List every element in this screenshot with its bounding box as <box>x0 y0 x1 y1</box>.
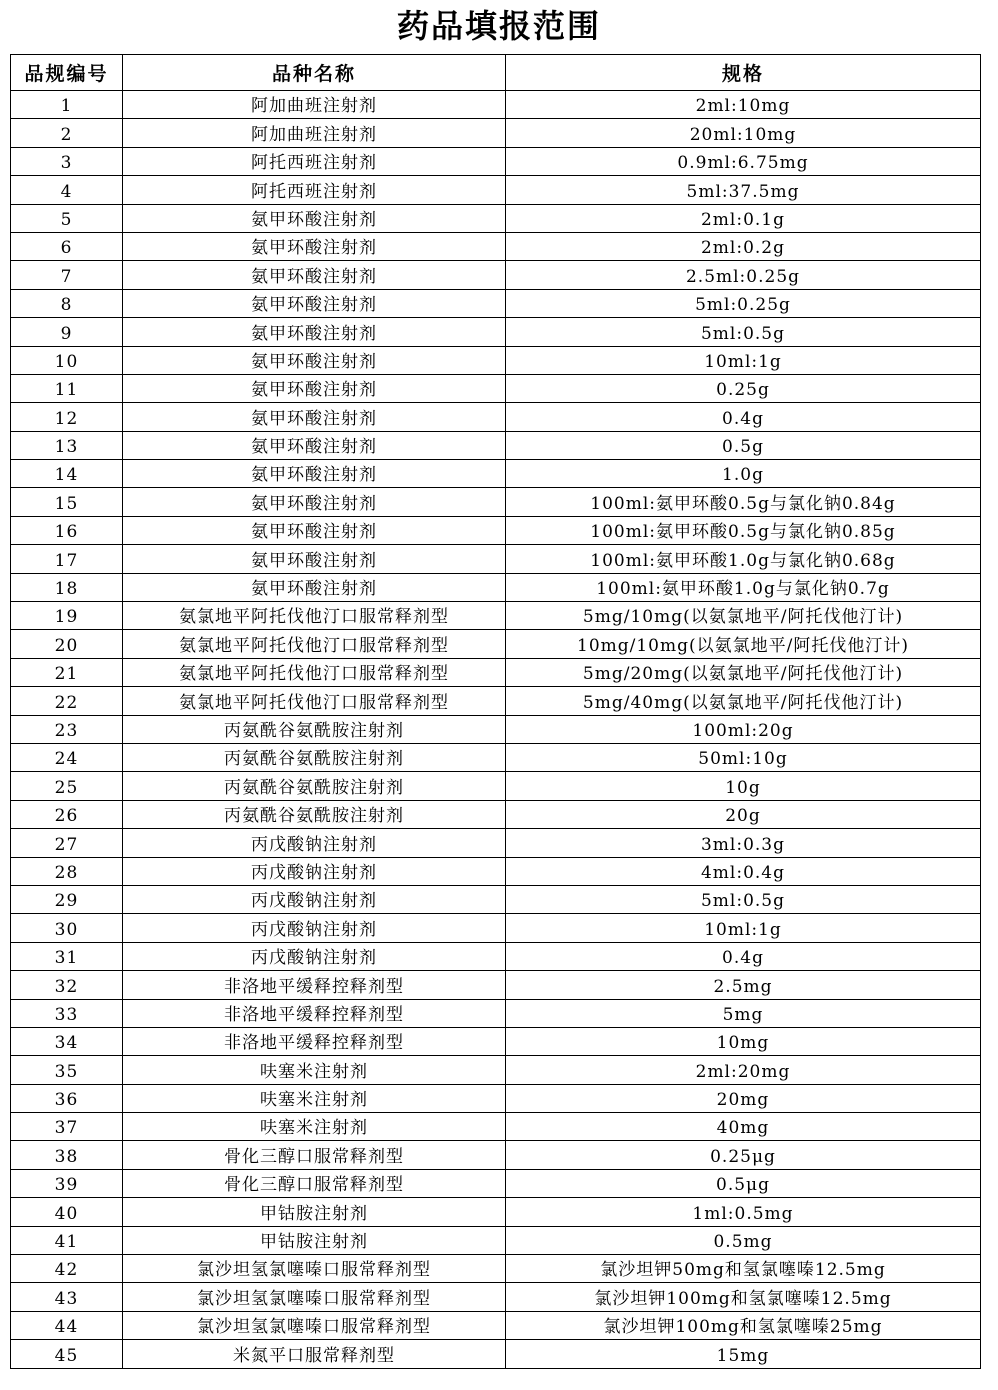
cell-specification: 1ml:0.5mg <box>506 1198 981 1226</box>
cell-specification: 0.5mg <box>506 1226 981 1254</box>
table-row <box>11 204 981 232</box>
cell-drug-name: 氨氯地平阿托伐他汀口服常释剂型 <box>123 658 506 686</box>
cell-specification: 10g <box>506 772 981 800</box>
cell-specification: 2ml:0.2g <box>506 232 981 260</box>
cell-drug-name: 非洛地平缓释控释剂型 <box>123 999 506 1027</box>
cell-specification: 2ml:0.1g <box>506 204 981 232</box>
cell-spec-number: 30 <box>11 914 123 942</box>
cell-spec-number: 38 <box>11 1141 123 1169</box>
cell-spec-number: 39 <box>11 1169 123 1197</box>
cell-spec-number: 8 <box>11 289 123 317</box>
cell-specification: 2ml:20mg <box>506 1056 981 1084</box>
cell-spec-number: 41 <box>11 1226 123 1254</box>
cell-specification: 0.25μg <box>506 1141 981 1169</box>
cell-specification: 5ml:0.5g <box>506 885 981 913</box>
cell-spec-number: 43 <box>11 1283 123 1311</box>
cell-drug-name: 甲钴胺注射剂 <box>123 1198 506 1226</box>
cell-specification: 0.25g <box>506 374 981 402</box>
cell-specification: 0.4g <box>506 942 981 970</box>
cell-specification: 5ml:37.5mg <box>506 176 981 204</box>
table-row <box>11 971 981 999</box>
cell-spec-number: 7 <box>11 261 123 289</box>
drug-table <box>10 54 981 1369</box>
table-row <box>11 147 981 175</box>
table-row <box>11 1283 981 1311</box>
cell-specification: 20ml:10mg <box>506 119 981 147</box>
cell-spec-number: 33 <box>11 999 123 1027</box>
cell-spec-number: 40 <box>11 1198 123 1226</box>
table-row <box>11 857 981 885</box>
table-row <box>11 602 981 630</box>
cell-drug-name: 非洛地平缓释控释剂型 <box>123 971 506 999</box>
cell-drug-name: 氨甲环酸注射剂 <box>123 318 506 346</box>
cell-drug-name: 丙戊酸钠注射剂 <box>123 885 506 913</box>
cell-spec-number: 6 <box>11 232 123 260</box>
table-row <box>11 318 981 346</box>
cell-drug-name: 阿加曲班注射剂 <box>123 119 506 147</box>
table-row <box>11 1198 981 1226</box>
cell-specification: 15mg <box>506 1340 981 1368</box>
cell-spec-number: 2 <box>11 119 123 147</box>
cell-drug-name: 丙氨酰谷氨酰胺注射剂 <box>123 743 506 771</box>
cell-spec-number: 44 <box>11 1311 123 1339</box>
cell-spec-number: 29 <box>11 885 123 913</box>
table-row <box>11 942 981 970</box>
cell-spec-number: 35 <box>11 1056 123 1084</box>
cell-specification: 10mg/10mg(以氨氯地平/阿托伐他汀计) <box>506 630 981 658</box>
cell-spec-number: 15 <box>11 488 123 516</box>
cell-specification: 100ml:氨甲环酸0.5g与氯化钠0.85g <box>506 516 981 544</box>
cell-specification: 0.5g <box>506 431 981 459</box>
table-row <box>11 1113 981 1141</box>
table-row <box>11 829 981 857</box>
cell-specification: 20g <box>506 800 981 828</box>
table-header-row <box>11 55 981 91</box>
cell-specification: 100ml:氨甲环酸1.0g与氯化钠0.7g <box>506 573 981 601</box>
cell-specification: 3ml:0.3g <box>506 829 981 857</box>
cell-specification: 100ml:氨甲环酸1.0g与氯化钠0.68g <box>506 545 981 573</box>
cell-specification: 5mg <box>506 999 981 1027</box>
cell-spec-number: 21 <box>11 658 123 686</box>
table-row <box>11 431 981 459</box>
cell-specification: 0.5μg <box>506 1169 981 1197</box>
cell-specification: 0.4g <box>506 403 981 431</box>
cell-specification: 10mg <box>506 1027 981 1055</box>
cell-spec-number: 4 <box>11 176 123 204</box>
cell-specification: 5mg/40mg(以氨氯地平/阿托伐他汀计) <box>506 687 981 715</box>
cell-specification: 2.5mg <box>506 971 981 999</box>
cell-spec-number: 27 <box>11 829 123 857</box>
table-row <box>11 772 981 800</box>
cell-specification: 50ml:10g <box>506 743 981 771</box>
cell-drug-name: 氨甲环酸注射剂 <box>123 346 506 374</box>
cell-specification: 100ml:氨甲环酸0.5g与氯化钠0.84g <box>506 488 981 516</box>
table-row <box>11 289 981 317</box>
cell-specification: 1.0g <box>506 460 981 488</box>
cell-drug-name: 丙戊酸钠注射剂 <box>123 942 506 970</box>
table-row <box>11 261 981 289</box>
cell-drug-name: 氨甲环酸注射剂 <box>123 232 506 260</box>
header-drug-name: 品种名称 <box>123 55 506 91</box>
header-spec-number: 品规编号 <box>11 55 123 91</box>
table-body <box>11 91 981 1369</box>
cell-spec-number: 26 <box>11 800 123 828</box>
cell-drug-name: 骨化三醇口服常释剂型 <box>123 1169 506 1197</box>
cell-drug-name: 氨甲环酸注射剂 <box>123 431 506 459</box>
cell-drug-name: 丙氨酰谷氨酰胺注射剂 <box>123 715 506 743</box>
table-row <box>11 1255 981 1283</box>
table-row <box>11 346 981 374</box>
table-row <box>11 545 981 573</box>
cell-specification: 4ml:0.4g <box>506 857 981 885</box>
table-row <box>11 800 981 828</box>
table-row <box>11 630 981 658</box>
cell-spec-number: 20 <box>11 630 123 658</box>
table-row <box>11 1056 981 1084</box>
cell-specification: 氯沙坦钾100mg和氢氯噻嗪12.5mg <box>506 1283 981 1311</box>
table-row <box>11 573 981 601</box>
cell-spec-number: 16 <box>11 516 123 544</box>
table-row <box>11 715 981 743</box>
cell-specification: 氯沙坦钾100mg和氢氯噻嗪25mg <box>506 1311 981 1339</box>
cell-spec-number: 1 <box>11 91 123 119</box>
cell-specification: 20mg <box>506 1084 981 1112</box>
cell-spec-number: 34 <box>11 1027 123 1055</box>
table-row <box>11 1340 981 1368</box>
table-row <box>11 374 981 402</box>
cell-specification: 5mg/10mg(以氨氯地平/阿托伐他汀计) <box>506 602 981 630</box>
cell-spec-number: 14 <box>11 460 123 488</box>
cell-spec-number: 19 <box>11 602 123 630</box>
cell-spec-number: 28 <box>11 857 123 885</box>
table-row <box>11 232 981 260</box>
cell-spec-number: 24 <box>11 743 123 771</box>
cell-specification: 0.9ml:6.75mg <box>506 147 981 175</box>
table-row <box>11 488 981 516</box>
table-row <box>11 176 981 204</box>
table-row <box>11 885 981 913</box>
cell-drug-name: 米氮平口服常释剂型 <box>123 1340 506 1368</box>
table-row <box>11 403 981 431</box>
cell-drug-name: 氨甲环酸注射剂 <box>123 488 506 516</box>
table-row <box>11 119 981 147</box>
cell-drug-name: 氨甲环酸注射剂 <box>123 403 506 431</box>
cell-drug-name: 氨甲环酸注射剂 <box>123 460 506 488</box>
cell-drug-name: 阿加曲班注射剂 <box>123 91 506 119</box>
cell-drug-name: 阿托西班注射剂 <box>123 176 506 204</box>
cell-specification: 氯沙坦钾50mg和氢氯噻嗪12.5mg <box>506 1255 981 1283</box>
table-row <box>11 1226 981 1254</box>
cell-drug-name: 呋塞米注射剂 <box>123 1113 506 1141</box>
cell-spec-number: 25 <box>11 772 123 800</box>
cell-specification: 2ml:10mg <box>506 91 981 119</box>
cell-specification: 40mg <box>506 1113 981 1141</box>
cell-drug-name: 非洛地平缓释控释剂型 <box>123 1027 506 1055</box>
table-row <box>11 914 981 942</box>
cell-drug-name: 丙氨酰谷氨酰胺注射剂 <box>123 772 506 800</box>
cell-spec-number: 18 <box>11 573 123 601</box>
table-row <box>11 1169 981 1197</box>
table-row <box>11 743 981 771</box>
table-row <box>11 687 981 715</box>
table-row <box>11 1311 981 1339</box>
cell-drug-name: 氨氯地平阿托伐他汀口服常释剂型 <box>123 630 506 658</box>
cell-spec-number: 36 <box>11 1084 123 1112</box>
cell-spec-number: 5 <box>11 204 123 232</box>
cell-spec-number: 45 <box>11 1340 123 1368</box>
cell-drug-name: 氨甲环酸注射剂 <box>123 545 506 573</box>
cell-specification: 5ml:0.25g <box>506 289 981 317</box>
cell-spec-number: 37 <box>11 1113 123 1141</box>
cell-spec-number: 3 <box>11 147 123 175</box>
cell-spec-number: 11 <box>11 374 123 402</box>
cell-drug-name: 氨甲环酸注射剂 <box>123 261 506 289</box>
table-row <box>11 460 981 488</box>
table-row <box>11 1027 981 1055</box>
cell-drug-name: 氯沙坦氢氯噻嗪口服常释剂型 <box>123 1255 506 1283</box>
cell-spec-number: 42 <box>11 1255 123 1283</box>
table-row <box>11 91 981 119</box>
cell-drug-name: 呋塞米注射剂 <box>123 1084 506 1112</box>
cell-drug-name: 氨甲环酸注射剂 <box>123 204 506 232</box>
cell-spec-number: 9 <box>11 318 123 346</box>
cell-spec-number: 10 <box>11 346 123 374</box>
cell-drug-name: 阿托西班注射剂 <box>123 147 506 175</box>
cell-drug-name: 氨甲环酸注射剂 <box>123 374 506 402</box>
cell-drug-name: 甲钴胺注射剂 <box>123 1226 506 1254</box>
cell-specification: 2.5ml:0.25g <box>506 261 981 289</box>
page-title: 药品填报范围 <box>396 7 601 45</box>
cell-drug-name: 氨氯地平阿托伐他汀口服常释剂型 <box>123 602 506 630</box>
cell-specification: 10ml:1g <box>506 346 981 374</box>
table-row <box>11 516 981 544</box>
table-row <box>11 1141 981 1169</box>
cell-specification: 100ml:20g <box>506 715 981 743</box>
cell-spec-number: 17 <box>11 545 123 573</box>
cell-drug-name: 氨甲环酸注射剂 <box>123 289 506 317</box>
cell-drug-name: 丙戊酸钠注射剂 <box>123 857 506 885</box>
cell-specification: 5ml:0.5g <box>506 318 981 346</box>
cell-drug-name: 丙戊酸钠注射剂 <box>123 914 506 942</box>
cell-spec-number: 22 <box>11 687 123 715</box>
cell-drug-name: 丙氨酰谷氨酰胺注射剂 <box>123 800 506 828</box>
table-row <box>11 658 981 686</box>
cell-spec-number: 13 <box>11 431 123 459</box>
table-row <box>11 999 981 1027</box>
cell-drug-name: 氨甲环酸注射剂 <box>123 516 506 544</box>
header-specification: 规格 <box>506 55 981 91</box>
cell-drug-name: 氨甲环酸注射剂 <box>123 573 506 601</box>
cell-spec-number: 12 <box>11 403 123 431</box>
cell-drug-name: 呋塞米注射剂 <box>123 1056 506 1084</box>
cell-spec-number: 32 <box>11 971 123 999</box>
cell-spec-number: 31 <box>11 942 123 970</box>
cell-drug-name: 氯沙坦氢氯噻嗪口服常释剂型 <box>123 1311 506 1339</box>
cell-specification: 10ml:1g <box>506 914 981 942</box>
cell-spec-number: 23 <box>11 715 123 743</box>
cell-drug-name: 氨氯地平阿托伐他汀口服常释剂型 <box>123 687 506 715</box>
cell-drug-name: 氯沙坦氢氯噻嗪口服常释剂型 <box>123 1283 506 1311</box>
cell-drug-name: 骨化三醇口服常释剂型 <box>123 1141 506 1169</box>
cell-specification: 5mg/20mg(以氨氯地平/阿托伐他汀计) <box>506 658 981 686</box>
table-row <box>11 1084 981 1112</box>
cell-drug-name: 丙戊酸钠注射剂 <box>123 829 506 857</box>
